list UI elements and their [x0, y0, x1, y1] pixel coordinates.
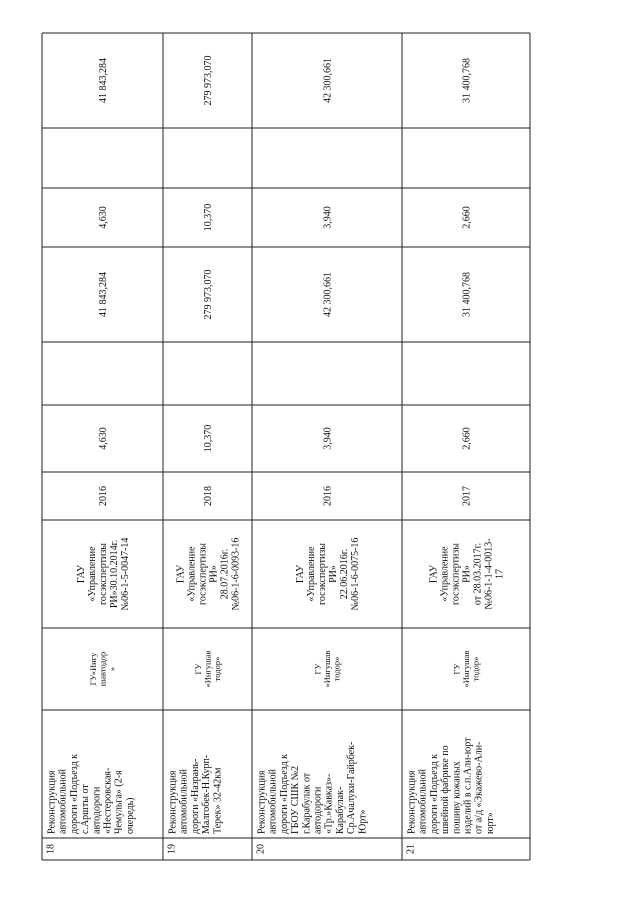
svg-text:3,940: 3,940: [322, 427, 334, 450]
cost-final-20: [323, 58, 334, 103]
cost-final-19: [203, 56, 214, 106]
svg-text:19: 19: [166, 844, 178, 854]
object-name-18: [46, 754, 135, 834]
svg-text:279 973,070: 279 973,070: [203, 55, 214, 106]
cost-total-18: [98, 272, 109, 317]
svg-text:ГАУ«УправлениегосэкспертизыРИ»: ГАУ«УправлениегосэкспертизыРИ»22.06.2016г.№06-1-6-0075-16: [295, 537, 361, 611]
svg-text:ГУ«Ингушавтодор»: ГУ«Ингушавтодор»: [451, 650, 481, 688]
customer-19: [193, 650, 222, 687]
length2-18: [98, 206, 109, 229]
svg-text:2018: 2018: [203, 486, 214, 506]
svg-text:20: 20: [255, 844, 267, 854]
year-20: [323, 486, 334, 506]
year-21: [462, 486, 473, 506]
cost-total-20: [323, 272, 334, 317]
customer-20: [313, 650, 342, 687]
svg-text:41 843,284: 41 843,284: [98, 58, 109, 103]
svg-text:ГАУ«УправлениегосэкспертизыРИ»: ГАУ«УправлениегосэкспертизыРИ»от 28.03.2017г.№06-1-1-4-0013-17: [428, 538, 506, 610]
length2-21: [462, 206, 473, 229]
svg-text:Реконструкцияавтомобильнойдоро: Реконструкцияавтомобильнойдороги «Назрань-Малгобек-Н.Курп-Терек» 32-42км: [167, 754, 224, 834]
length2-20: [323, 206, 334, 229]
year-19: [203, 486, 214, 506]
svg-text:31 400,768: 31 400,768: [461, 272, 473, 317]
svg-text:Реконструкцияавтомобильнойдоро: Реконструкцияавтомобильнойдороги «Подъезд кГБОУ СШК №2г.Карабулак отавтодороги«Тр.»Кавказ»-Карабулак-Ср.Ачалуки-Гайрбек-Юрт»: [256, 741, 369, 834]
svg-text:2,660: 2,660: [461, 206, 473, 229]
cost-final-21: [462, 58, 473, 103]
length-20: [323, 427, 334, 450]
year-18: [98, 486, 109, 506]
svg-text:18: 18: [45, 844, 57, 854]
cost-total-21: [462, 272, 473, 317]
svg-text:10,370: 10,370: [203, 203, 214, 232]
row-number-21: [406, 844, 417, 854]
svg-text:42 300,661: 42 300,661: [322, 272, 334, 317]
svg-text:2,660: 2,660: [461, 427, 473, 450]
length-18: [98, 427, 109, 450]
svg-text:42 300,661: 42 300,661: [322, 58, 334, 103]
length-19: [203, 425, 214, 453]
svg-text:41 843,284: 41 843,284: [98, 272, 109, 317]
cost-final-18: [98, 58, 109, 103]
customer-21: [452, 650, 481, 687]
svg-text:4,630: 4,630: [98, 206, 109, 229]
customer-18: [88, 652, 117, 687]
svg-text:Реконструкцияавтомобильнойдоро: Реконструкцияавтомобильнойдороги «Подъезд кшвейной фабрике попошиву кожаныхизделий в с.п.Али-юртот а/д «Экажево-Али-юрт»: [406, 737, 496, 834]
expertise-18: [76, 538, 131, 611]
object-name-21: [407, 737, 496, 834]
cost-total-19: [203, 270, 214, 320]
svg-text:21: 21: [405, 844, 417, 854]
length-21: [462, 427, 473, 450]
svg-text:ГУ«Ингушавтодор»: ГУ«Ингушавтодор»: [88, 651, 117, 687]
svg-text:4,630: 4,630: [98, 427, 109, 450]
svg-text:2017: 2017: [461, 486, 473, 506]
svg-text:2016: 2016: [322, 486, 334, 506]
object-name-20: [257, 742, 369, 834]
object-name-19: [168, 755, 224, 834]
expertise-19: [176, 538, 242, 611]
row-number-20: [256, 844, 267, 854]
expertise-20: [295, 538, 361, 611]
svg-text:Реконструкцияавтомобильнойдоро: Реконструкцияавтомобильнойдороги «Подъезд кс.Аршты отавтодороги«Нестеровская-Чемульга» (2-яочередь): [46, 753, 136, 834]
svg-text:2016: 2016: [98, 486, 109, 506]
svg-text:ГУ«Ингушавтодор»: ГУ«Ингушавтодор»: [312, 650, 342, 688]
svg-text:10,370: 10,370: [203, 424, 214, 453]
svg-text:279 973,070: 279 973,070: [203, 269, 214, 320]
row-number-18: [46, 844, 57, 854]
length2-19: [203, 204, 214, 232]
svg-text:31 400,768: 31 400,768: [461, 58, 473, 103]
svg-text:ГУ«Ингушавтодор»: ГУ«Ингушавтодор»: [193, 650, 222, 688]
svg-text:3,940: 3,940: [322, 206, 334, 229]
svg-text:ГАУ«УправлениегосэкспертизыРИ»: ГАУ«УправлениегосэкспертизыРИ»28.07.2016г.№06-1-6-0093-16: [175, 537, 242, 611]
svg-text:ГАУ«УправлениегосэкспертизыРИ»: ГАУ«УправлениегосэкспертизыРИ»30.10.2014г.№06-1-5-0047-14: [76, 537, 131, 611]
row-number-19: [167, 844, 178, 854]
expertise-21: [429, 538, 506, 609]
